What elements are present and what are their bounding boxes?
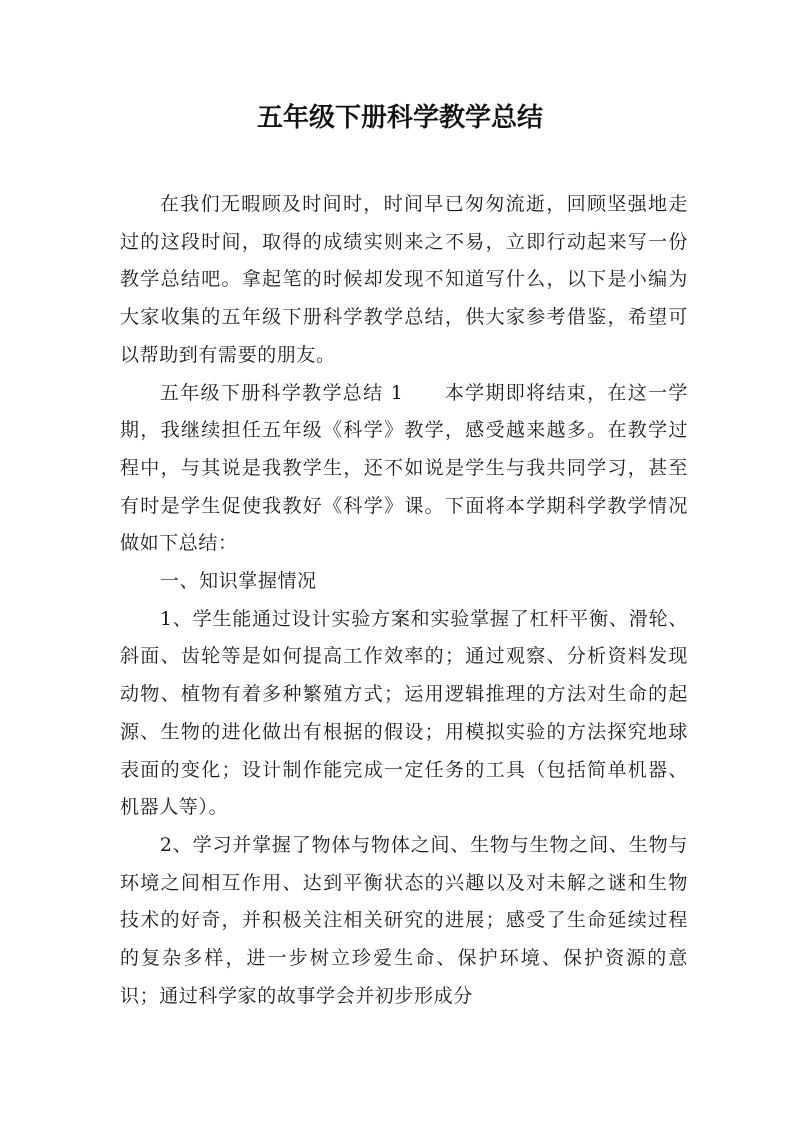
list-item-2: 2、学习并掌握了物体与物体之间、生物与生物之间、生物与环境之间相互作用、达到平衡状态的兴趣以及对未解之谜和生物技术的好奇，并积极关注相关研究的进展；感受了生命延续过程的复杂多样，进一步树立珍爱生命、保护环境、保护资源的意识；通过科学家的故事学会并初步形成分 [120,833,688,1007]
section-heading: 一、知识掌握情况 [159,570,317,593]
list-item-1: 1、学生能通过设计实验方案和实验掌握了杠杆平衡、滑轮、斜面、齿轮等是如何提高工作效率的；通过观察、分析资料发现动物、植物有着多种繁殖方式；运用逻辑推理的方法对生命的起源、生物的进化做出有根据的假设；用模拟实验的方法探究地球表面的变化；设计制作能完成一定任务的工具（包括简单机器、机器人等）。 [120,607,688,819]
page-title: 五年级下册科学教学总结 [256,103,543,133]
intro-paragraph: 在我们无暇顾及时间时，时间早已匆匆流逝，回顾坚强地走过的这段时间，取得的成绩实则来之不易，立即行动起来写一份教学总结吧。拿起笔的时候却发现不知道写什么，以下是小编为大家收集的五年级下册科学教学总结，供大家参考借鉴，希望可以帮助到有需要的朋友。 [120,193,688,366]
document-body [120,186,688,1015]
summary-heading-paragraph: 五年级下册科学教学总结 1 本学期即将结束，在这一学期，我继续担任五年级《科学》教学，感受越来越多。在教学过程中，与其说是我教学生，还不如说是学生与我共同学习，甚至有时是学生促使我教好《科学》课。下面将本学期科学教学情况做如下总结： [120,381,688,555]
